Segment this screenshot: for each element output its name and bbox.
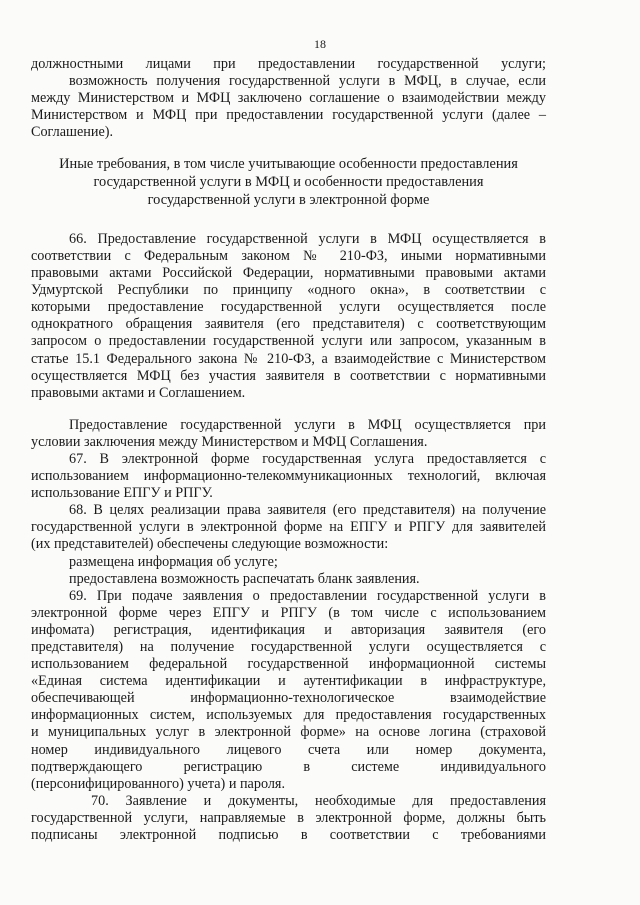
text-line: 66. Предоставление государственной услуги в МФЦ осуществляется в	[69, 230, 546, 247]
text-line: соответствии с Федеральным законом № 210-ФЗ, иными нормативными	[31, 247, 546, 264]
text-line: (персонифицированного) учета) и пароля.	[31, 775, 286, 792]
paragraph-70	[31, 793, 546, 844]
text-line: номер индивидуального лицевого счета или номер документа,	[31, 741, 546, 758]
text-line: государственной услуги, направляемые в электронной форме, должны быть	[31, 809, 546, 826]
text-line: и муниципальных услуг в электронной форме» на основе логина (страховой	[31, 724, 546, 741]
paragraph-69	[31, 588, 546, 793]
heading-line: государственной услуги в электронной форме	[147, 192, 430, 209]
text-line: 69. При подаче заявления о предоставлении государственной услуги в	[69, 587, 546, 604]
text-line: правовыми актами и Соглашением.	[31, 384, 246, 401]
text-line: подписаны электронной подписью в соответствии с требованиями	[31, 827, 546, 844]
text-line: правовыми актами Российской Федерации, нормативными правовыми актами	[31, 265, 546, 282]
paragraph-66	[31, 231, 546, 402]
text-line: представителя) на получение государственной услуги осуществляется с	[31, 639, 546, 656]
page-number: 18	[314, 37, 326, 51]
text-line: 67. В электронной форме государственная услуга предоставляется с	[69, 450, 546, 467]
text-line: информационных систем, используемых для предоставления государственных	[31, 707, 546, 724]
text-line: «Единая система идентификации и аутентификации в инфраструктуре,	[31, 673, 546, 690]
text-line: однократного обращения заявителя (его представителя) с соответствующим	[31, 316, 546, 333]
text-line: 70. Заявление и документы, необходимые для предоставления	[91, 792, 546, 809]
heading-line: Иные требования, в том числе учитывающие особенности предоставления	[59, 156, 518, 173]
text-line: электронной форме через ЕПГУ и РПГУ (в том числе с использованием	[31, 604, 546, 621]
text-line: размещена информация об услуге;	[69, 553, 278, 570]
text-line: подтверждающего регистрацию в системе индивидуального	[31, 758, 546, 775]
text-line: 68. В целях реализации права заявителя (его представителя) на получение	[69, 502, 546, 519]
text-line: Удмуртской Республики по принципу «одного окна», в соответствии с	[31, 282, 546, 299]
text-line: запросом о предоставлении государственной услуги или запросом, указанным в	[31, 333, 546, 350]
text-line: государственной услуги в электронной форме на ЕПГУ и РПГУ для заявителей	[31, 519, 546, 536]
text-line: осуществляется МФЦ без участия заявителя в соответствии с нормативными	[31, 367, 546, 384]
heading-line: государственной услуги в МФЦ и особенности предоставления	[93, 174, 484, 191]
text-line: использование ЕПГУ и РПГУ.	[31, 485, 213, 502]
paragraph-mfc-condition	[31, 417, 546, 451]
text-line: Предоставление государственной услуги в МФЦ осуществляется при	[69, 416, 546, 433]
text-line: должностными лицами при предоставлении государственной услуги;	[31, 56, 546, 72]
text-line: использованием федеральной государственной информационной системы	[31, 656, 546, 673]
text-line: возможность получения государственной услуги в МФЦ, в случае, если	[69, 73, 546, 90]
text-line: предоставлена возможность распечатать бланк заявления.	[69, 570, 420, 587]
document-body	[31, 56, 546, 844]
text-line: Соглашение).	[31, 124, 114, 141]
text-line: использованием информационно-телекоммуникационных технологий, включая	[31, 468, 546, 485]
text-line: (их представителей) обеспечены следующие возможности:	[31, 536, 389, 553]
text-line: Министерством и МФЦ при предоставлении государственной услуги (далее –	[31, 107, 546, 124]
text-line: инфомата) регистрация, идентификация и авторизация заявителя (его	[31, 621, 546, 638]
text-line: статье 15.1 Федерального закона № 210-ФЗ, а взаимодействие с Министерством	[31, 350, 546, 367]
paragraph-gap	[31, 402, 546, 417]
section-heading	[31, 156, 546, 209]
text-line: между Министерством и МФЦ заключено соглашение о взаимодействии между	[31, 90, 546, 107]
text-line: условии заключения между Министерством и МФЦ Соглашения.	[31, 433, 428, 450]
text-line: обеспечивающей информационно-технологическое взаимодействие	[31, 690, 546, 707]
paragraph-67	[31, 451, 546, 502]
text-line: которыми предоставление государственной услуги осуществляется после	[31, 299, 546, 316]
paragraph-68	[31, 502, 546, 587]
